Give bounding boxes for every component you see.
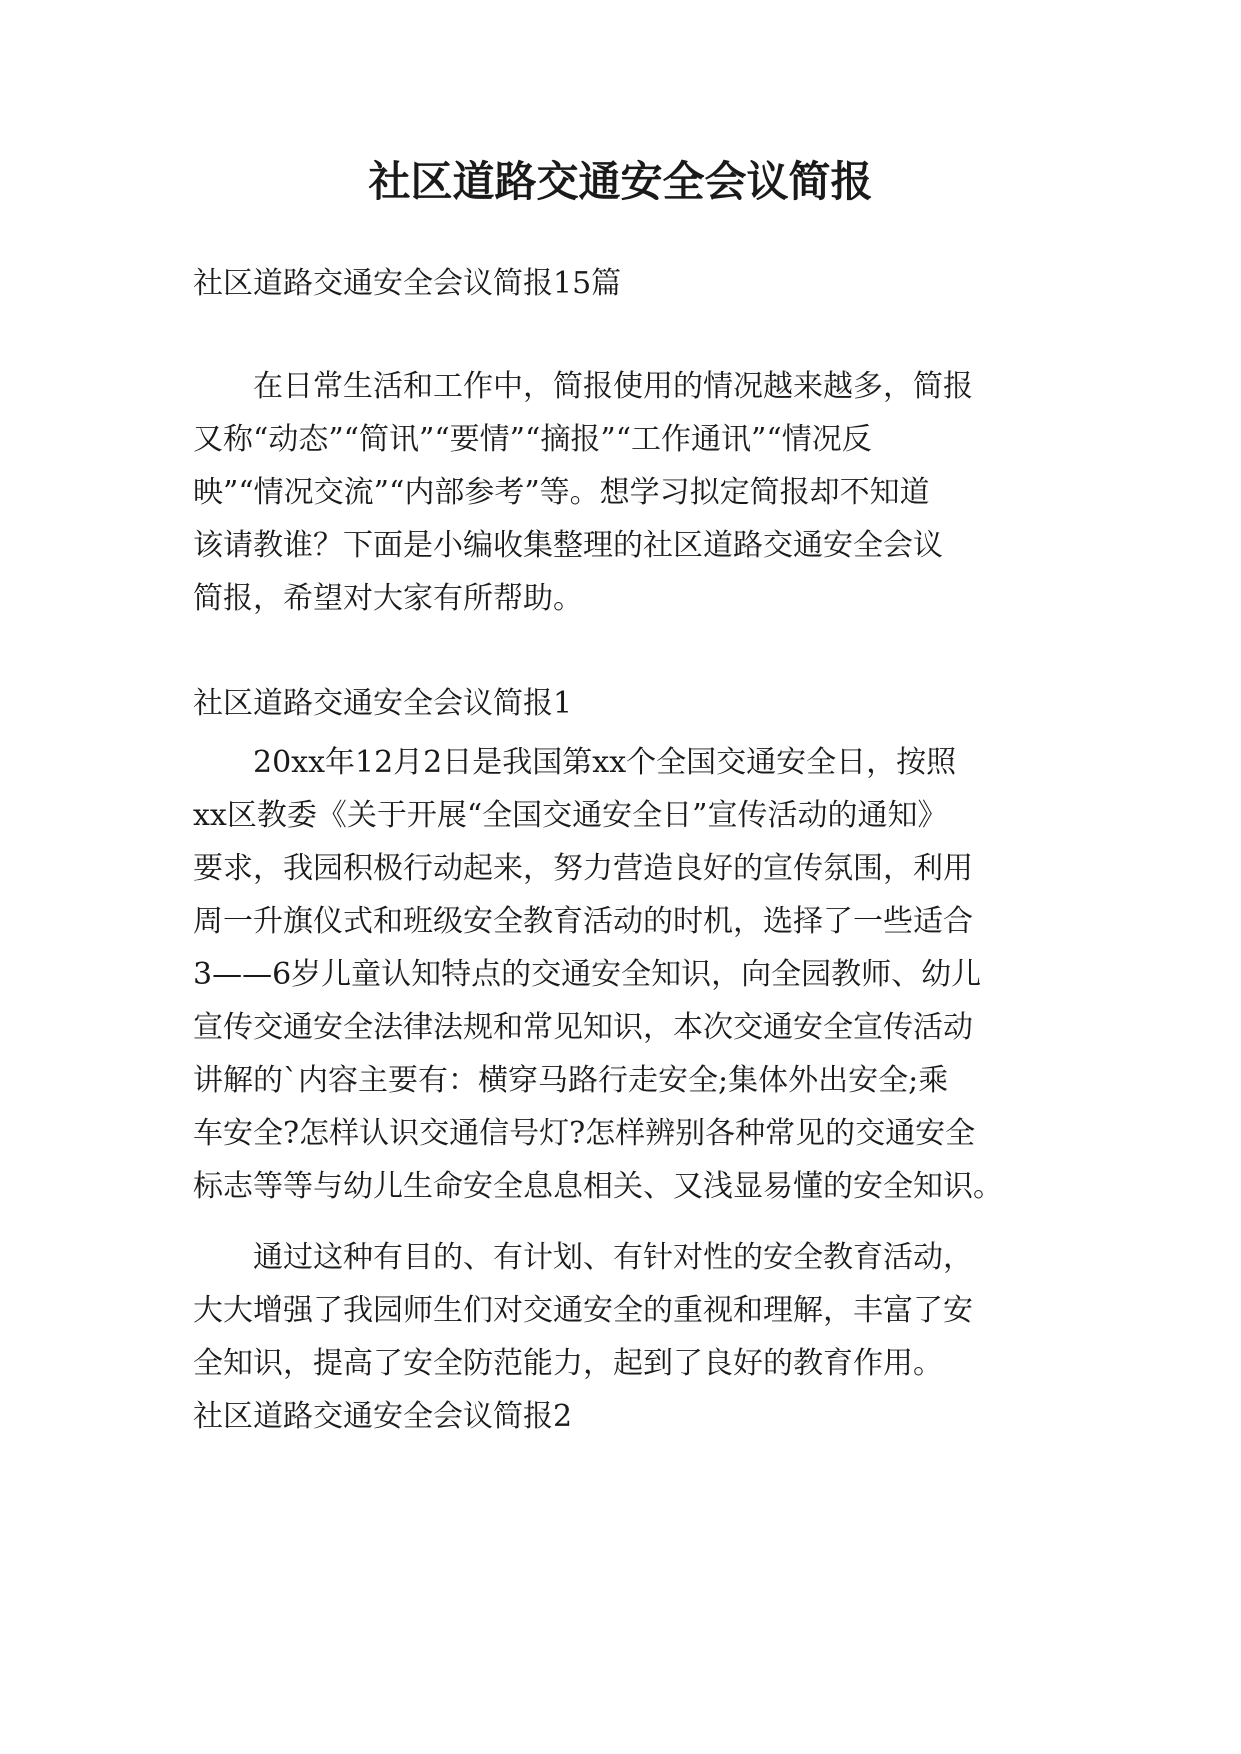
- section1-line: 20xx年12月2日是我国第xx个全国交通安全日，按照: [253, 745, 957, 780]
- section1-line: 全知识，提高了安全防范能力，起到了良好的教育作用。: [193, 1346, 943, 1381]
- document-title: 社区道路交通安全会议简报: [368, 157, 873, 206]
- intro-line: 简报，希望对大家有所帮助。: [193, 581, 583, 616]
- section1-line: 标志等等与幼儿生命安全息息相关、又浅显易懂的安全知识。: [193, 1169, 1003, 1204]
- intro-line: 又称“动态”“简讯”“要情”“摘报”“工作通讯”“情况反: [193, 422, 872, 457]
- section1-line: 要求，我园积极行动起来，努力营造良好的宣传氛围，利用: [193, 851, 973, 886]
- section1-line: xx区教委《关于开展“全国交通安全日”宣传活动的通知》: [193, 798, 948, 833]
- intro-line: 该请教谁？下面是小编收集整理的社区道路交通安全会议: [193, 528, 943, 563]
- section1-line: 通过这种有目的、有计划、有针对性的安全教育活动，: [253, 1240, 973, 1275]
- section1-line: 周一升旗仪式和班级安全教育活动的时机，选择了一些适合: [193, 904, 973, 939]
- section1-line: 大大增强了我园师生们对交通安全的重视和理解，丰富了安: [193, 1293, 973, 1328]
- intro-line: 在日常生活和工作中，简报使用的情况越来越多，简报: [253, 369, 973, 404]
- section-heading-2: 社区道路交通安全会议简报2: [193, 1399, 573, 1434]
- intro-line: 映”“情况交流”“内部参考”等。想学习拟定简报却不知道: [193, 475, 930, 510]
- section-heading-1: 社区道路交通安全会议简报1: [193, 686, 573, 721]
- document-subtitle: 社区道路交通安全会议简报15篇: [193, 266, 622, 301]
- section1-line: 车安全?怎样认识交通信号灯?怎样辨别各种常见的交通安全: [193, 1116, 976, 1151]
- section1-line: 讲解的`内容主要有：横穿马路行走安全;集体外出安全;乘: [193, 1063, 949, 1098]
- section1-line: 宣传交通安全法律法规和常见知识，本次交通安全宣传活动: [193, 1010, 973, 1045]
- section1-line: 3——6岁儿童认知特点的交通安全知识，向全园教师、幼儿: [193, 957, 982, 992]
